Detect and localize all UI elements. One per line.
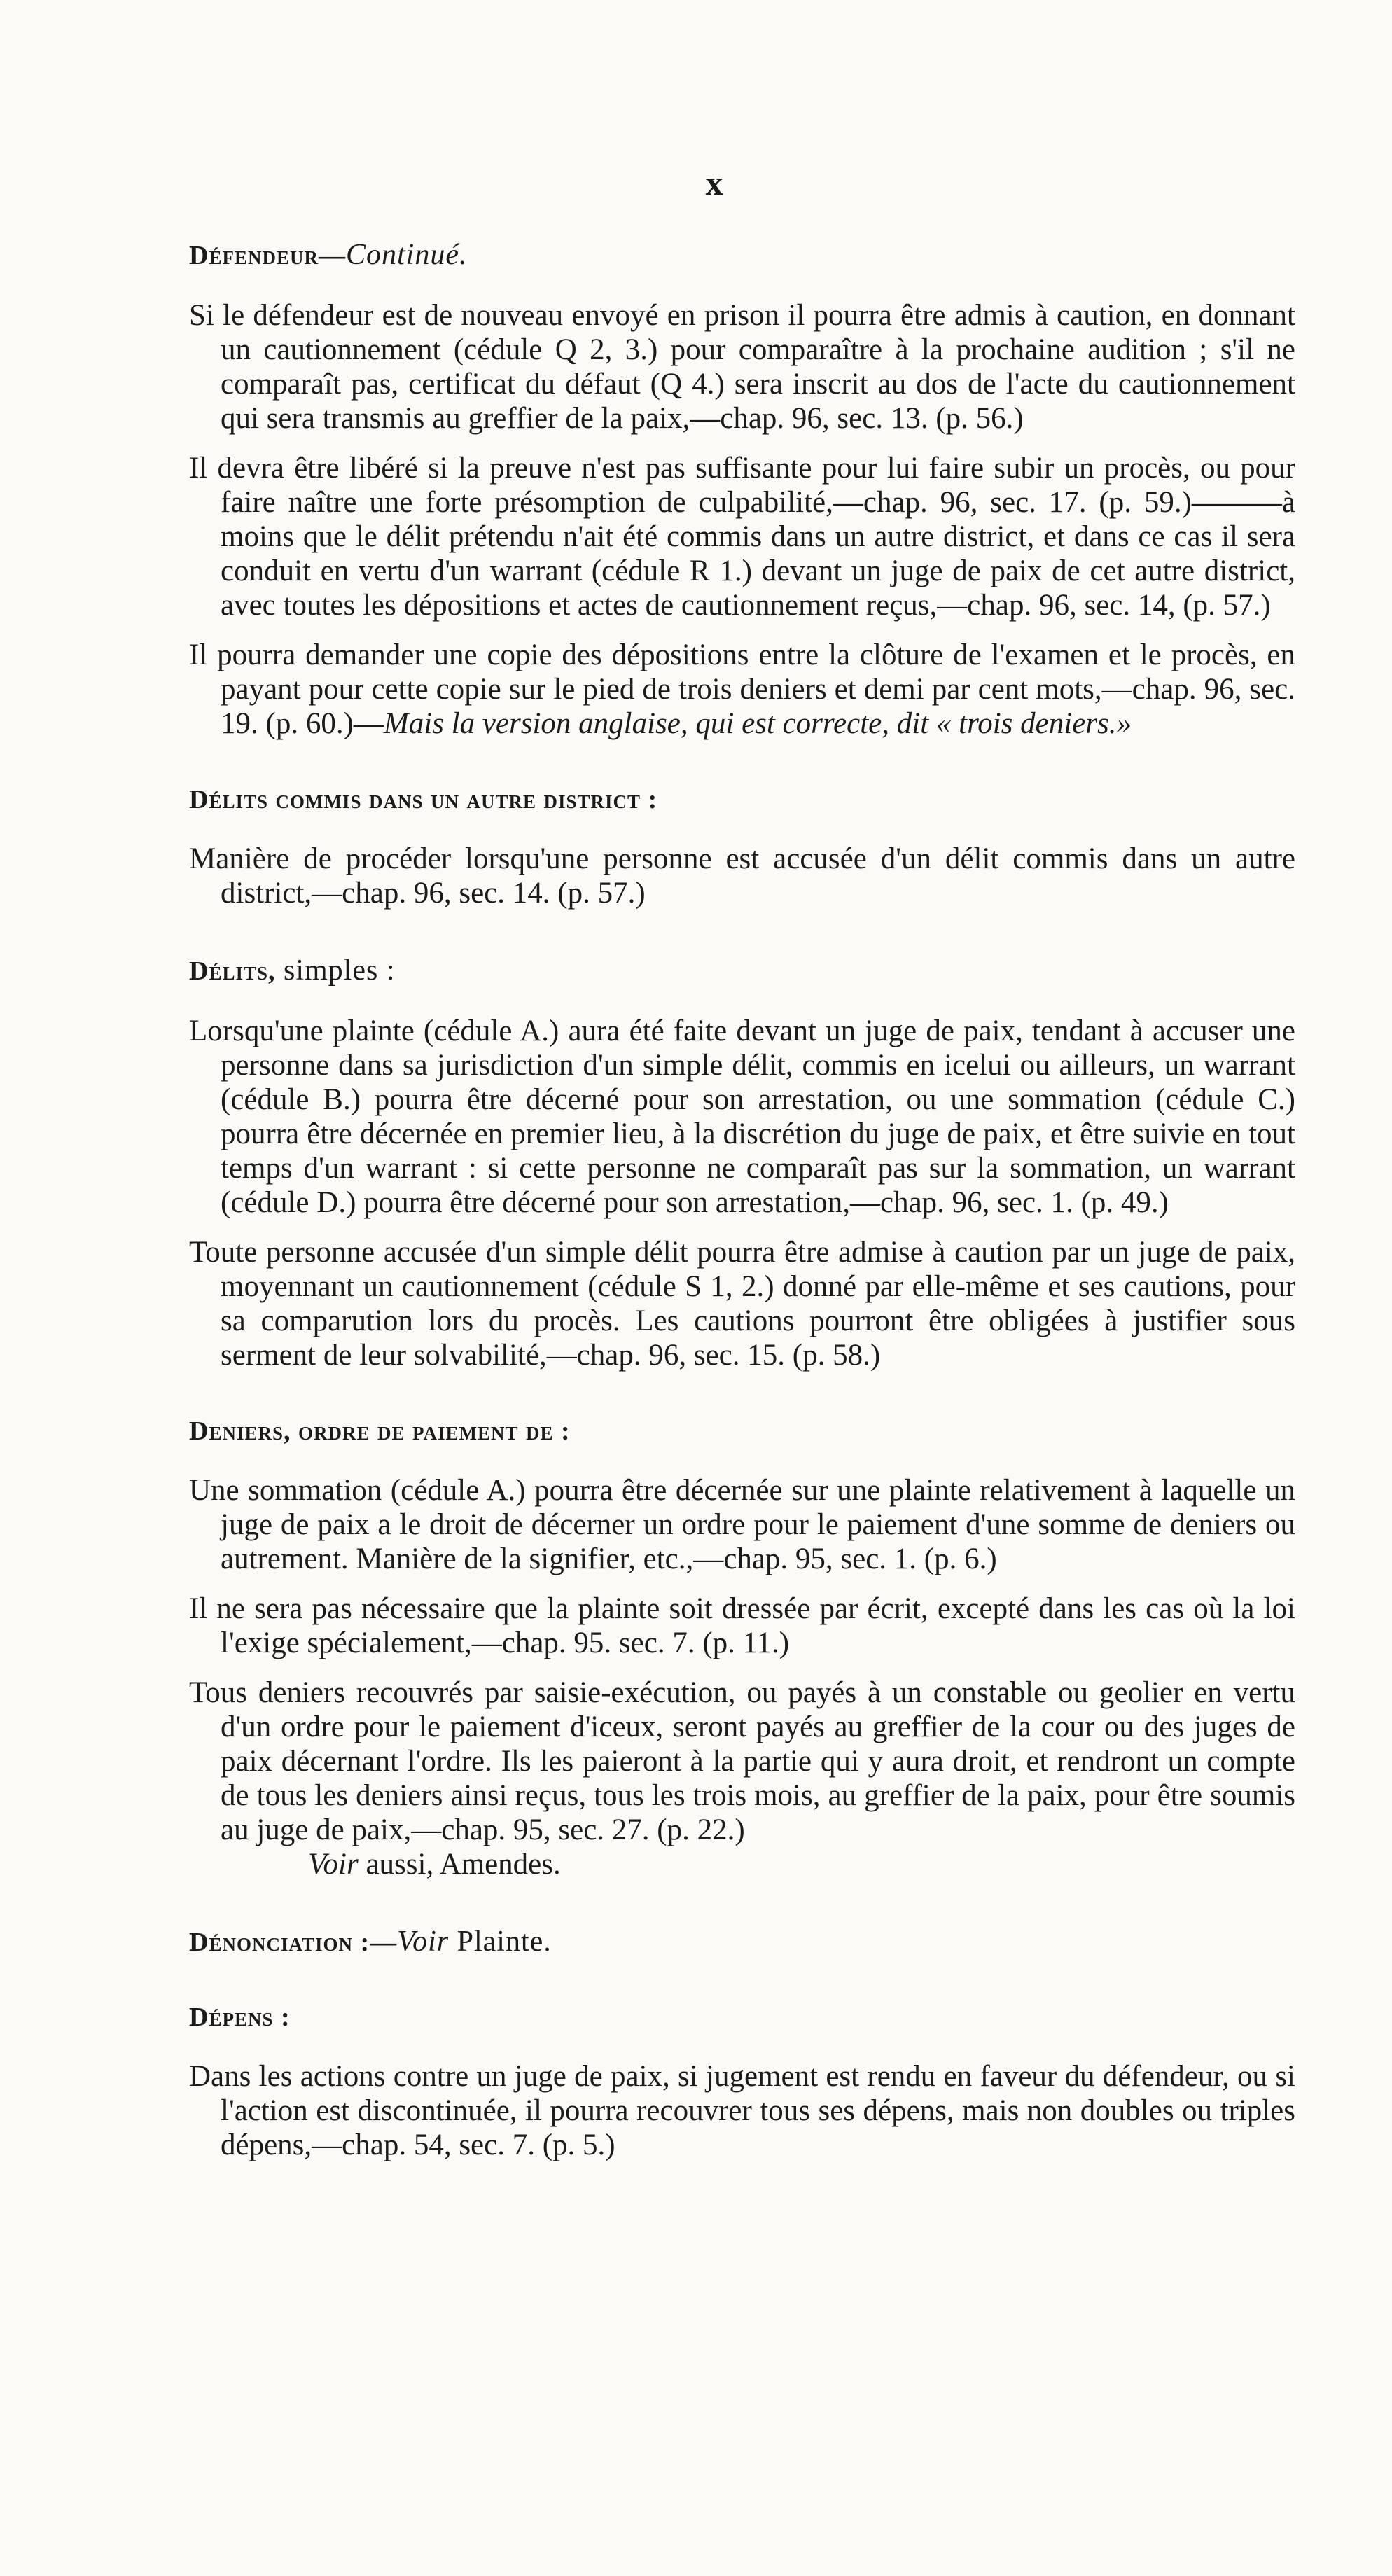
page-number: x xyxy=(705,163,723,202)
section-delits-autre-district xyxy=(189,784,1295,910)
heading-suffix: simples : xyxy=(275,954,396,987)
section-heading xyxy=(189,238,1295,272)
voir-target: aussi, Amendes. xyxy=(358,1848,561,1881)
section-denonciation xyxy=(189,1925,1295,1958)
paragraph: Il devra être libéré si la preuve n'est pas suffisante pour lui faire subir un procès, ou pour faire naître une forte présomption de culpabilité,—chap. 96, sec. 17. (p. 59.)———à moins que le délit prétendu n'ait été commis dans un autre district, et dans ce cas il sera conduit en vertu d'un warrant (cédule R 1.) devant un juge de paix de cet autre district, avec toutes les dépositions et actes de cautionnement reçus,—chap. 96, sec. 14, (p. 57.) xyxy=(189,452,1295,622)
section-defendeur xyxy=(189,238,1295,741)
section-heading: Dépens : xyxy=(189,2003,291,2032)
paragraph: Dans les actions contre un juge de paix, si jugement est rendu en faveur du défendeur, ou si l'action est discontinuée, il pourra recouvrer tous ses dépens, mais non doubles ou triples dépens,—chap. 54, sec. 7. (p. 5.) xyxy=(189,2060,1295,2161)
paragraph-text: Il pourra demander une copie des dépositions entre la clôture de l'examen et le procès, en payant pour cette copie sur le pied de trois deniers et demi par cent mots,—chap. 96, sec. 19. (p. 60.)— xyxy=(189,639,1295,740)
paragraph: Tous deniers recouvrés par saisie-exécution, ou payés à un constable ou geolier en vertu d'un ordre pour le paiement d'iceux, seront payés au greffier de la cour ou des juges de paix décernant l'ordre. Ils les paieront à la partie qui y aura droit, et rendront un compte de tous les deniers ainsi reçus, tous les trois mois, au greffier de la paix, pour être soumis au juge de paix,—chap. 95, sec. 27. (p. 22.) xyxy=(189,1676,1295,1846)
section-heading: Délits commis dans un autre district : xyxy=(189,785,658,814)
paragraph: Toute personne accusée d'un simple délit pourra être admise à caution par un juge de paix, moyennant un cautionnement (cédule S 1, 2.) donné par elle-même et ses cautions, pour sa comparution lors du procès. Les cautions pourront être obligées à justifier sous serment de leur solvabilité,—chap. 96, sec. 15. (p. 58.) xyxy=(189,1236,1295,1372)
see-also-reference xyxy=(189,1847,1295,1881)
paragraph: Si le défendeur est de nouveau envoyé en prison il pourra être admis à caution, en donnant un cautionnement (cédule Q 2, 3.) pour comparaître à la prochaine audition ; s'il ne comparaît pas, certificat du défaut (Q 4.) sera inscrit au dos de l'acte du cautionnement qui sera transmis au greffier de la paix,—chap. 96, sec. 13. (p. 56.) xyxy=(189,299,1295,435)
section-heading xyxy=(189,1925,1295,1958)
voir-target: Plainte. xyxy=(449,1926,552,1958)
paragraph-italic-note: Mais la version anglaise, qui est correcte, dit « trois deniers.» xyxy=(383,707,1132,740)
paragraph: Une sommation (cédule A.) pourra être décernée sur une plainte relativement à laquelle un juge de paix a le droit de décerner un ordre pour le paiement d'une somme de deniers ou autrement. Manière de la signifier, etc.,—chap. 95, sec. 1. (p. 6.) xyxy=(189,1474,1295,1575)
section-deniers xyxy=(189,1416,1295,1881)
heading-text: Délits, xyxy=(189,956,276,986)
paragraph: Il ne sera pas nécessaire que la plainte soit dressée par écrit, excepté dans les cas où la loi l'exige spécialement,—chap. 95. sec. 7. (p. 11.) xyxy=(189,1592,1295,1659)
page-content xyxy=(189,238,1295,2206)
section-delits-simples xyxy=(189,954,1295,1372)
section-heading xyxy=(189,954,1295,987)
voir-word: Voir xyxy=(308,1848,359,1881)
heading-text: Dénonciation :— xyxy=(189,1928,398,1957)
heading-suffix: Continué. xyxy=(345,239,468,271)
section-depens xyxy=(189,2002,1295,2162)
voir-word: Voir xyxy=(397,1926,450,1958)
heading-text: Défendeur— xyxy=(189,241,346,270)
section-heading: Deniers, ordre de paiement de : xyxy=(189,1416,571,1446)
paragraph xyxy=(189,638,1295,741)
paragraph: Manière de procéder lorsqu'une personne est accusée d'un délit commis dans un autre district,—chap. 96, sec. 14. (p. 57.) xyxy=(189,842,1295,910)
paragraph: Lorsqu'une plainte (cédule A.) aura été faite devant un juge de paix, tendant à accuser une personne dans sa jurisdiction d'un simple délit, commis en icelui ou ailleurs, un warrant (cédule B.) pourra être décerné pour son arrestation, ou une sommation (cédule C.) pourra être décernée en premier lieu, à la discrétion du juge de paix, et être suivie en tout temps d'un warrant : si cette personne ne comparaît pas sur la sommation, un warrant (cédule D.) pourra être décerné pour son arrestation,—chap. 96, sec. 1. (p. 49.) xyxy=(189,1015,1295,1219)
